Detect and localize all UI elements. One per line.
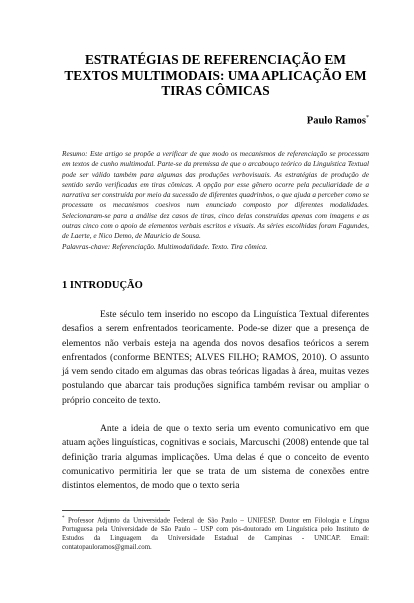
footnote-text: Professor Adjunto da Universidade Federal de São Paulo – UNIFESP. Doutor em Filologia e Língua Portuguesa pela Universidade de São Paulo – USP com pós-doutorado em Linguística pelo Instituto de Estudos da Linguagem da Universidade Estadual de Campinas - UNICAP. Email: contatopauloramos@gmail.com. [62,516,370,551]
abstract-block [62,149,369,252]
author-line [62,112,369,128]
body-paragraph: Este século tem inserido no escopo da Linguística Textual diferentes desafios a serem enfrentados teoricamente. Pode-se dizer que a presença de elementos não verbais esteja na agenda dos novos desafios teóricos a serem enfrentados (conforme BENTES; ALVES FILHO; RAMOS, 2010). O assunto já vem sendo citado em algumas das obras teóricas ligadas à área, muitas vezes postulando que abarcar tais produções significa também revisar ou ampliar o próprio conceito de texto. [62,308,369,406]
article-title: ESTRATÉGIAS DE REFERENCIAÇÃO EM TEXTOS MULTIMODAIS: UMA APLICAÇÃO EM TIRAS CÔMICAS [64,52,367,98]
author-name: Paulo Ramos [306,115,366,126]
body-paragraph: Ante a ideia de que o texto seria um evento comunicativo em que atuam ações linguísticas, cognitivas e sociais, Marcuschi (2008) entende que tal definição traria algumas implicações. Uma delas é que o conceito de evento comunicativo permitiria ler que se trata de um sistema de conexões entre distintos elementos, de modo que o texto seria [62,423,369,492]
footnote-mark: * [62,515,65,521]
body-text [62,308,369,494]
section-heading: 1 INTRODUÇÃO [62,279,143,291]
keywords-line: Palavras-chave: Referenciação. Multimodalidade. Texto. Tira cômica. [62,241,268,251]
footnote-divider [62,510,170,511]
footnote [62,515,369,553]
author-footnote-mark: * [366,114,369,121]
abstract-text: Resumo: Este artigo se propõe a verificar de que modo os mecanismos de referenciação se processam em textos de cunho multimodal. Parte-se da premissa de que o arcabouço teórico da Linguística Textual pode ser válido também para algumas das produções verbovisuais. As estratégias de produção de sentido serão verificadas em tiras cômicas. A opção por esse gênero ocorre pela peculiaridade de a narrativa ser construída por meio da sucessão de diferentes quadrinhos, o que ajuda a perceber como se processam os mecanismos coesivos num enunciado composto por diferentes modalidades. Selecionaram-se para a análise dez casos de tiras, cinco delas construídas apenas com imagens e as outras cinco com o apoio de elementos verbais escritos e visuais. As séries escolhidas foram Fagundes, de Laerte, e Nico Demo, de Mauricio de Sousa. [62,149,369,241]
